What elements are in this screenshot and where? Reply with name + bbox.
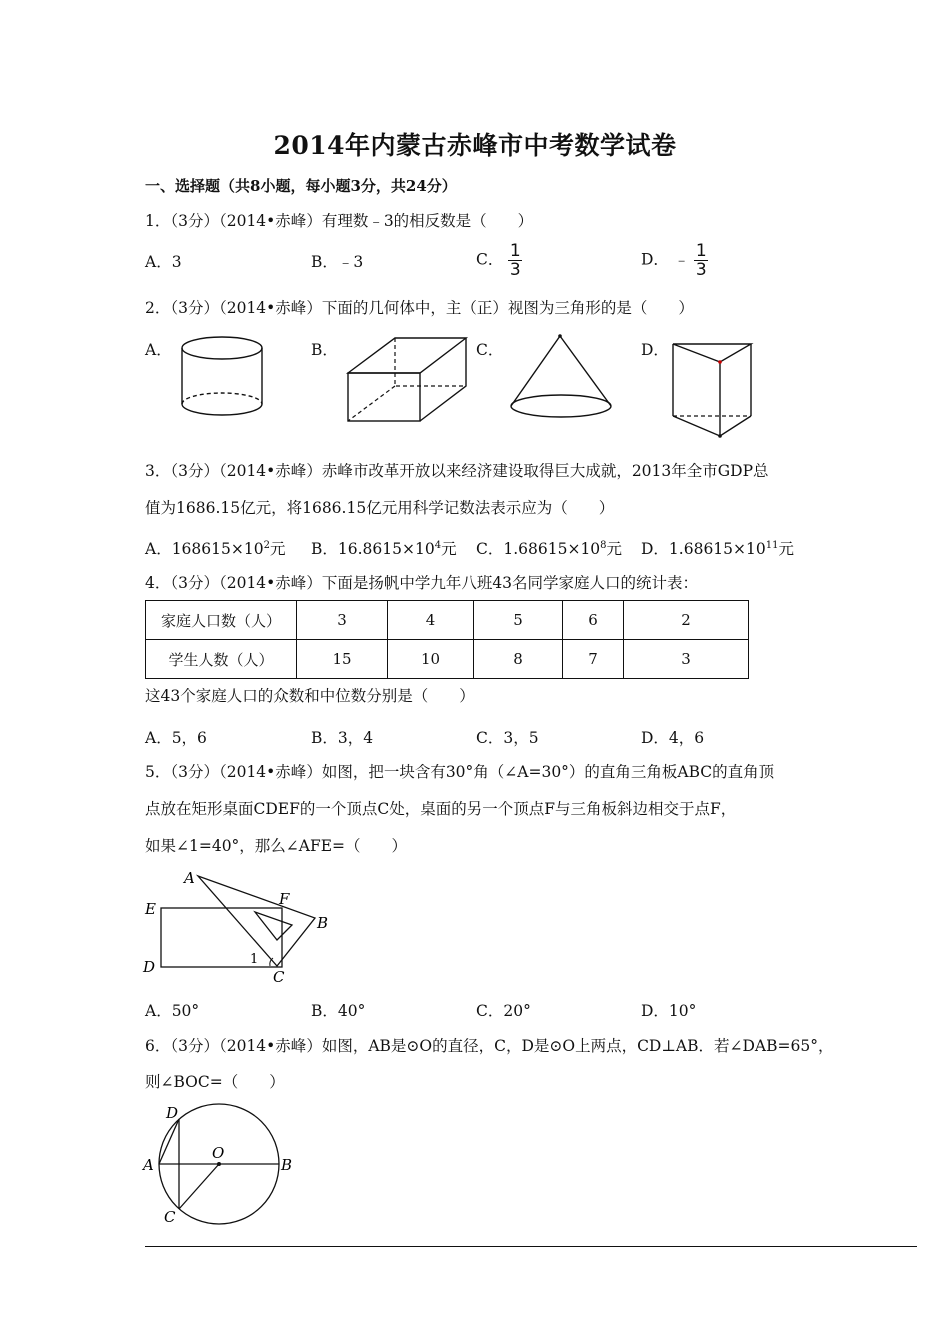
table-cell: 7	[563, 640, 624, 679]
table-cell: 10	[388, 640, 474, 679]
label-a: A	[184, 869, 195, 887]
q3-option-b-base: B．16.8615×10	[311, 540, 435, 558]
fraction-numerator: 1	[509, 241, 521, 261]
label-c: C	[164, 1208, 176, 1226]
q5-option-d: D．10°	[641, 1002, 697, 1020]
q3-option-b-unit: 元	[441, 540, 457, 558]
label-e: E	[145, 900, 156, 918]
q1-option-d-prefix: D．	[641, 250, 669, 269]
q1-option-a: A．3	[145, 253, 182, 271]
label-d: D	[166, 1104, 179, 1122]
q4-option-a: A．5，6	[145, 729, 207, 747]
q3-option-c-unit: 元	[606, 540, 623, 558]
fraction-denominator: 3	[695, 260, 707, 280]
question-5-line-2: 点放在矩形桌面CDEF的一个顶点C处，桌面的另一个顶点F与三角板斜边相交于点F，	[145, 800, 737, 818]
label-f: F	[279, 890, 290, 908]
label-o: O	[212, 1144, 225, 1162]
q2-option-a: A．	[145, 341, 172, 359]
q3-option-a-unit: 元	[269, 540, 286, 558]
label-b: B	[317, 914, 329, 932]
cylinder-figure	[170, 330, 275, 425]
label-c: C	[273, 968, 285, 986]
q3-option-d-exponent: 11	[765, 539, 779, 551]
cuboid-figure	[340, 330, 475, 430]
table-cell: 3	[624, 640, 749, 679]
table-cell: 3	[297, 601, 388, 640]
q3-option-a	[145, 537, 285, 559]
label-b: B	[281, 1156, 293, 1174]
label-d: D	[143, 958, 156, 976]
section-heading: 一、选择题（共8小题，每小题3分，共24分）	[145, 177, 457, 195]
family-size-table	[145, 600, 749, 679]
q3-option-c-base: C．1.68615×10	[476, 540, 601, 558]
fraction-one-third	[508, 242, 522, 279]
table-cell: 6	[563, 601, 624, 640]
q5-option-b: B．40°	[311, 1002, 366, 1020]
triangle-rectangle-figure	[140, 864, 340, 986]
q5-option-c: C．20°	[476, 1002, 531, 1020]
table-header-cell: 学生人数（人）	[146, 640, 297, 679]
q1-option-b: B．﹣3	[311, 253, 364, 271]
q3-option-d-unit: 元	[778, 540, 794, 558]
q3-option-b	[311, 537, 457, 559]
q3-option-d-base: D．1.68615×10	[641, 540, 766, 558]
fraction-negative-one-third	[694, 242, 708, 279]
question-6-line-2: 则∠BOC=（ ）	[145, 1073, 285, 1091]
q3-option-d	[641, 537, 794, 559]
q3-option-b-exponent: 4	[434, 539, 442, 551]
q1-option-c	[476, 242, 522, 279]
question-5-line-1: 5．（3分）（2014•赤峰）如图，把一块含有30°角（∠A=30°）的直角三角板ABC的直角顶	[145, 763, 775, 781]
q1-option-c-prefix: C．	[476, 250, 504, 269]
q1-option-d	[641, 242, 708, 279]
table-cell: 2	[624, 601, 749, 640]
question-3-line-2: 值为1686.15亿元，将1686.15亿元用科学记数法表示应为（ ）	[145, 499, 615, 517]
q2-option-b: B．	[311, 341, 338, 359]
q3-option-a-base: A．168615×10	[145, 540, 264, 558]
q3-option-c-exponent: 8	[600, 539, 607, 551]
q4-option-d: D．4，6	[641, 729, 705, 747]
table-row	[146, 601, 749, 640]
q4-option-c: C．3，5	[476, 729, 539, 747]
question-5-line-3: 如果∠1=40°，那么∠AFE=（ ）	[145, 837, 408, 855]
question-4-stem: 4．（3分）（2014•赤峰）下面是扬帆中学九年八班43名同学家庭人口的统计表：	[145, 574, 699, 592]
q4-option-b: B．3，4	[311, 729, 374, 747]
question-6-line-1: 6．（3分）（2014•赤峰）如图，AB是⊙O的直径，C，D是⊙O上两点，CD⊥AB．若∠DAB=65°，	[145, 1037, 834, 1055]
q3-option-c	[476, 537, 622, 559]
page-title: 2014年内蒙古赤峰市中考数学试卷	[273, 131, 677, 160]
table-cell: 4	[388, 601, 474, 640]
table-row	[146, 640, 749, 679]
circle-figure	[140, 1098, 300, 1226]
fraction-denominator: 3	[509, 260, 521, 280]
question-1-stem: 1．（3分）（2014•赤峰）有理数﹣3的相反数是（ ）	[145, 212, 534, 230]
question-2-stem: 2．（3分）（2014•赤峰）下面的几何体中，主（正）视图为三角形的是（ ）	[145, 299, 694, 317]
q2-option-c: C．	[476, 341, 504, 359]
q2-option-d: D．	[641, 341, 669, 359]
triangular-prism-figure	[665, 330, 760, 442]
table-header-cell: 家庭人口数（人）	[146, 601, 297, 640]
label-angle-1: 1	[250, 952, 259, 967]
fraction-numerator: 1	[695, 241, 707, 261]
footer-divider	[145, 1246, 917, 1247]
q3-option-a-exponent: 2	[263, 539, 270, 551]
table-cell: 15	[297, 640, 388, 679]
table-cell: 5	[474, 601, 563, 640]
cone-figure	[500, 328, 620, 428]
label-a: A	[143, 1156, 154, 1174]
question-4-question: 这43个家庭人口的众数和中位数分别是（ ）	[145, 687, 475, 705]
table-cell: 8	[474, 640, 563, 679]
q1-option-d-sign: ﹣	[673, 250, 690, 269]
q5-option-a: A．50°	[145, 1002, 200, 1020]
question-3-line-1: 3．（3分）（2014•赤峰）赤峰市改革开放以来经济建设取得巨大成就，2013年全市GDP总	[145, 462, 769, 480]
